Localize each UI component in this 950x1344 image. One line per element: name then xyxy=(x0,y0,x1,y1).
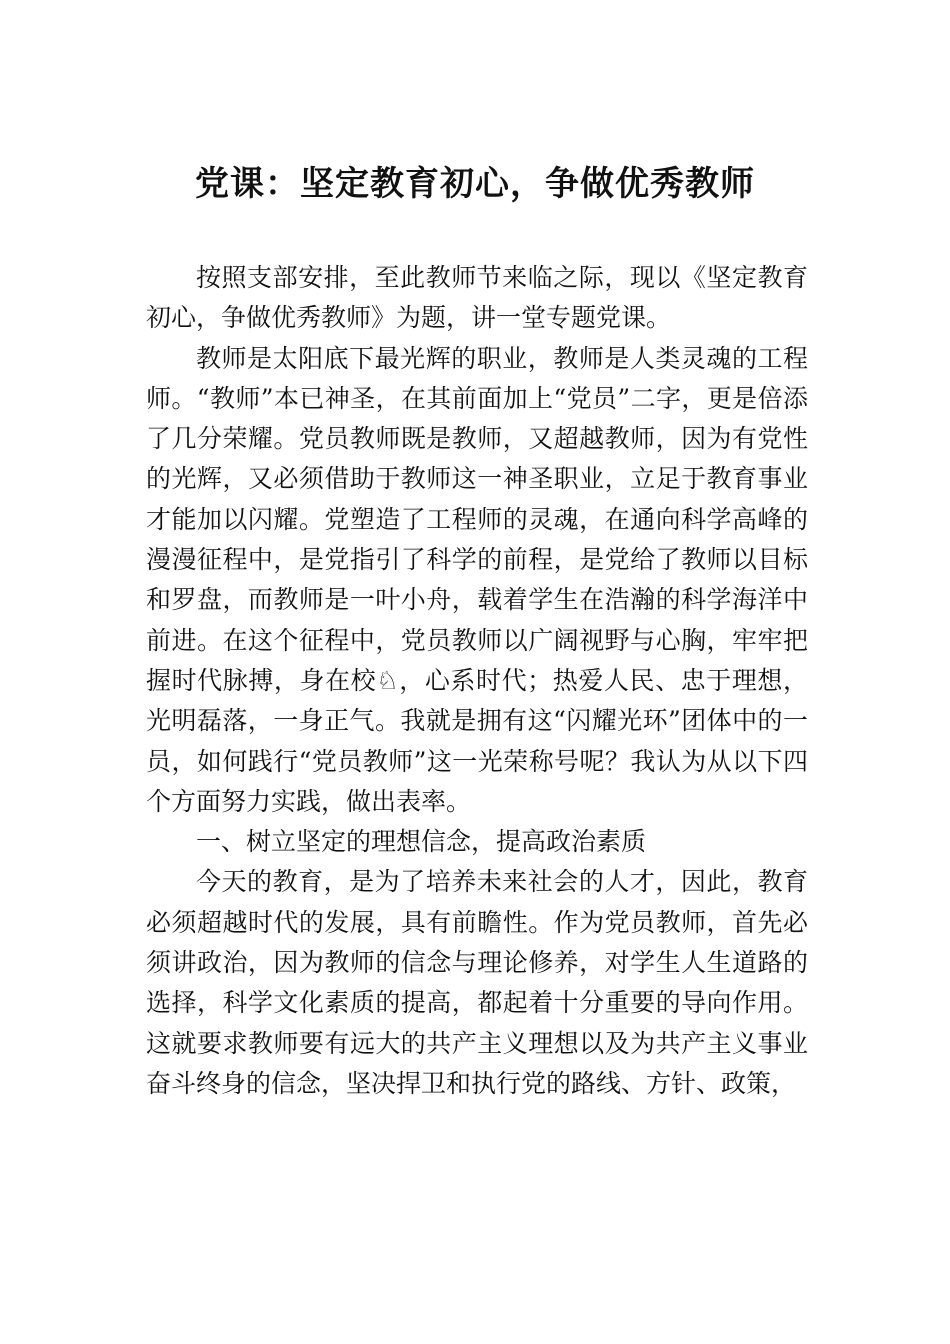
document-title: 党课：坚定教育初心，争做优秀教师 xyxy=(195,164,755,204)
paragraph-teacher-honor: 教师是太阳底下最光辉的职业，教师是人类灵魂的工程师。“教师”本已神圣，在其前面加上“党员”二字，更是倍添了几分荣耀。党员教师既是教师，又超越教师，因为有党性的光辉，又必须借助于教师这一神圣职业，立足于教育事业才能加以闪耀。党塑造了工程师的灵魂，在通向科学高峰的漫漫征程中，是党指引了科学的前程，是党给了教师以目标和罗盘，而教师是一叶小舟，载着学生在浩瀚的科学海洋中前进。在这个征程中，党员教师以广阔视野与心胸，牢牢把握时代脉搏，身在校♘，心系时代；热爱人民、忠于理想，光明磊落，一身正气。我就是拥有这“闪耀光环”团体中的一员，如何践行“党员教师”这一光荣称号呢？我认为从以下四个方面努力实践，做出表率。 xyxy=(146,343,808,816)
document-body xyxy=(146,258,808,1104)
section-heading-1: 一、树立坚定的理想信念，提高政治素质 xyxy=(196,827,647,857)
paragraph-education: 今天的教育，是为了培养未来社会的人才，因此，教育必须超越时代的发展，具有前瞻性。作为党员教师，首先必须讲政治，因为教师的信念与理论修养，对学生人生道路的选择，科学文化素质的提高，都起着十分重要的导向作用。 这就要求教师要有远大的共产主义理想以及为共产主义事业奋斗终身的信念，坚决捍卫和执行党的路线、方针、政策， xyxy=(146,867,808,1098)
paragraph-intro: 按照支部安排，至此教师节来临之际，现以《坚定教育初心，争做优秀教师》为题，讲一堂专题党课。 xyxy=(146,263,808,333)
